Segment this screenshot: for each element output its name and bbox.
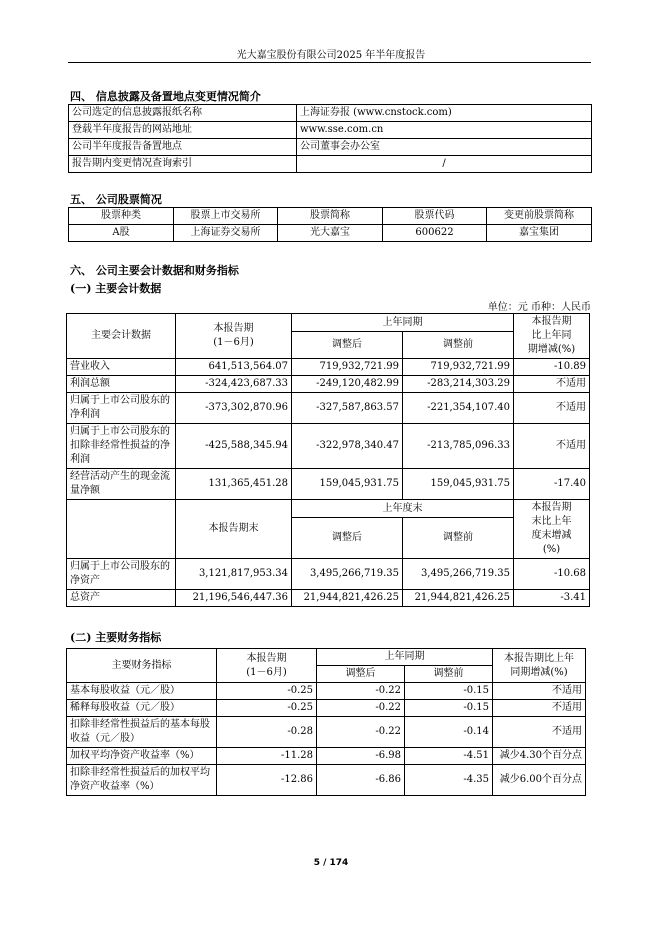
table-header-cell: 上年同期	[317, 649, 493, 666]
table-cell: 3,495,266,719.35	[292, 559, 403, 590]
table-cell: /	[297, 156, 592, 173]
table-cell: -10.89	[514, 359, 590, 376]
table-cell: -0.25	[217, 683, 317, 700]
table-cell: www.sse.com.cn	[297, 122, 592, 139]
table-cell: 21,944,821,426.25	[292, 590, 403, 607]
table-row	[67, 700, 586, 717]
table-cell: 21,944,821,426.25	[403, 590, 514, 607]
table-cell: 159,045,931.75	[292, 469, 403, 500]
table-cell: -0.22	[317, 700, 405, 717]
table-header-cell: 股票代码	[383, 208, 487, 225]
table-cell: A股	[69, 225, 174, 242]
table-header-cell: 调整后	[317, 666, 405, 683]
table-cell: 报告期内变更情况查询索引	[69, 156, 297, 173]
table-cell: 减少4.30个百分点	[493, 748, 586, 765]
table-header-cell: 本报告期 (1－6月)	[176, 314, 292, 359]
table-header-row	[67, 314, 590, 332]
table-cell: -11.28	[217, 748, 317, 765]
table-header-row	[67, 649, 586, 666]
table-header-row	[67, 500, 590, 518]
table-row	[67, 590, 590, 607]
table-cell: 公司半年度报告备置地点	[69, 139, 297, 156]
table-cell: -0.14	[405, 717, 493, 748]
table-cell: -373,302,870.96	[176, 393, 292, 424]
stock-table	[68, 207, 592, 242]
section-6-title: 六、 公司主要会计数据和财务指标	[70, 264, 239, 277]
table-cell: 不适用	[493, 683, 586, 700]
table-cell: -4.35	[405, 765, 493, 796]
table-cell: -425,588,345.94	[176, 424, 292, 469]
table-cell: -12.86	[217, 765, 317, 796]
table-cell: 减少6.00个百分点	[493, 765, 586, 796]
table-cell: 上海证券报 (www.cnstock.com)	[297, 105, 592, 122]
table-cell: -213,785,096.33	[403, 424, 514, 469]
table-row	[67, 683, 586, 700]
table-row	[67, 765, 586, 796]
header-rule	[68, 62, 591, 63]
table-row	[69, 105, 592, 122]
table-row	[69, 139, 592, 156]
table-header-cell: 调整前	[405, 666, 493, 683]
table-cell: 3,121,817,953.34	[176, 559, 292, 590]
table-header-cell: 上年度末	[292, 500, 514, 518]
table-row	[69, 122, 592, 139]
financial-indicators-table	[66, 648, 586, 796]
table-cell: 公司董事会办公室	[297, 139, 592, 156]
table-cell: -10.68	[514, 559, 590, 590]
table-cell: -283,214,303.29	[403, 376, 514, 393]
subsection-1-title: (一) 主要会计数据	[70, 282, 162, 295]
table-header-cell: 股票上市交易所	[174, 208, 278, 225]
table-cell: -221,354,107.40	[403, 393, 514, 424]
table-cell: 不适用	[493, 700, 586, 717]
disclosure-table	[68, 104, 592, 173]
table-cell: 不适用	[493, 717, 586, 748]
table-cell: 光大嘉宝	[278, 225, 383, 242]
table-cell: 基本每股收益（元／股）	[67, 683, 217, 700]
table-cell: 归属于上市公司股东的净利润	[67, 393, 176, 424]
table-header-cell: 调整后	[292, 518, 403, 559]
table-cell: 159,045,931.75	[403, 469, 514, 500]
table-header-cell: 变更前股票简称	[487, 208, 592, 225]
section-5-title: 五、 公司股票简况	[70, 193, 162, 206]
table-cell: 600622	[383, 225, 487, 242]
table-cell: -324,423,687.33	[176, 376, 292, 393]
table-cell: 营业收入	[67, 359, 176, 376]
table-cell: 利润总额	[67, 376, 176, 393]
table-header-cell: 本报告期比上年 同期增减(%)	[493, 649, 586, 683]
page-number: 5 / 174	[313, 858, 349, 868]
table-cell: 扣除非经常性损益后的加权平均净资产收益率（%）	[67, 765, 217, 796]
table-cell: -0.15	[405, 700, 493, 717]
table-header-cell: 调整前	[403, 518, 514, 559]
table-cell: 公司选定的信息披露报纸名称	[69, 105, 297, 122]
table-row	[67, 393, 590, 424]
table-header-cell: 本报告期 末比上年 度末增减 (%)	[514, 500, 590, 559]
table-header-cell: 调整后	[292, 332, 403, 359]
table-cell: 归属于上市公司股东的扣除非经常性损益的净利润	[67, 424, 176, 469]
table-cell: 719,932,721.99	[292, 359, 403, 376]
subsection-2-title: (二) 主要财务指标	[70, 631, 162, 644]
table-cell: -0.28	[217, 717, 317, 748]
table-cell: 21,196,546,447.36	[176, 590, 292, 607]
table-row	[67, 748, 586, 765]
unit-label: 单位：元 币种：人民币	[487, 302, 591, 313]
table-cell: -327,587,863.57	[292, 393, 403, 424]
table-cell: 641,513,564.07	[176, 359, 292, 376]
table-cell: 加权平均净资产收益率（%）	[67, 748, 217, 765]
table-cell: 扣除非经常性损益后的基本每股收益（元／股）	[67, 717, 217, 748]
table-header-cell: 股票种类	[69, 208, 174, 225]
table-cell: -322,978,340.47	[292, 424, 403, 469]
table-cell: -249,120,482.99	[292, 376, 403, 393]
table-cell: 稀释每股收益（元／股）	[67, 700, 217, 717]
table-header-cell: 本报告期末	[176, 500, 292, 559]
table-cell: 总资产	[67, 590, 176, 607]
table-cell: -0.25	[217, 700, 317, 717]
table-cell: -0.15	[405, 683, 493, 700]
table-cell: 131,365,451.28	[176, 469, 292, 500]
table-cell: -17.40	[514, 469, 590, 500]
table-row	[67, 559, 590, 590]
table-cell: 登载半年度报告的网站地址	[69, 122, 297, 139]
table-cell: 嘉宝集团	[487, 225, 592, 242]
table-cell: -3.41	[514, 590, 590, 607]
table-row	[69, 156, 592, 173]
table-row	[67, 469, 590, 500]
table-header-cell: 本报告期 比上年同 期增减(%)	[514, 314, 590, 359]
table-cell: 归属于上市公司股东的净资产	[67, 559, 176, 590]
page-header: 光大嘉宝股份有限公司2025 年半年度报告	[236, 50, 426, 61]
section-4-title: 四、 信息披露及备置地点变更情况简介	[70, 90, 261, 103]
table-cell: 经营活动产生的现金流量净额	[67, 469, 176, 500]
table-header-cell: 本报告期 (1－6月)	[217, 649, 317, 683]
table-cell: -6.98	[317, 748, 405, 765]
table-header-row	[69, 208, 592, 225]
table-row	[67, 359, 590, 376]
table-cell: 3,495,266,719.35	[403, 559, 514, 590]
table-cell: 不适用	[514, 393, 590, 424]
table-cell: -4.51	[405, 748, 493, 765]
table-cell: -0.22	[317, 717, 405, 748]
table-row	[67, 717, 586, 748]
table-row	[69, 225, 592, 242]
table-header-cell: 主要会计数据	[67, 314, 176, 359]
table-cell: -0.22	[317, 683, 405, 700]
table-header-cell	[67, 500, 176, 559]
table-cell: -6.86	[317, 765, 405, 796]
table-header-cell: 上年同期	[292, 314, 514, 332]
table-cell: 719,932,721.99	[403, 359, 514, 376]
table-row	[67, 376, 590, 393]
table-cell: 不适用	[514, 424, 590, 469]
table-header-cell: 主要财务指标	[67, 649, 217, 683]
table-header-cell: 调整前	[403, 332, 514, 359]
table-cell: 上海证券交易所	[174, 225, 278, 242]
table-row	[67, 424, 590, 469]
table-cell: 不适用	[514, 376, 590, 393]
accounting-data-table	[66, 313, 590, 607]
table-header-cell: 股票简称	[278, 208, 383, 225]
